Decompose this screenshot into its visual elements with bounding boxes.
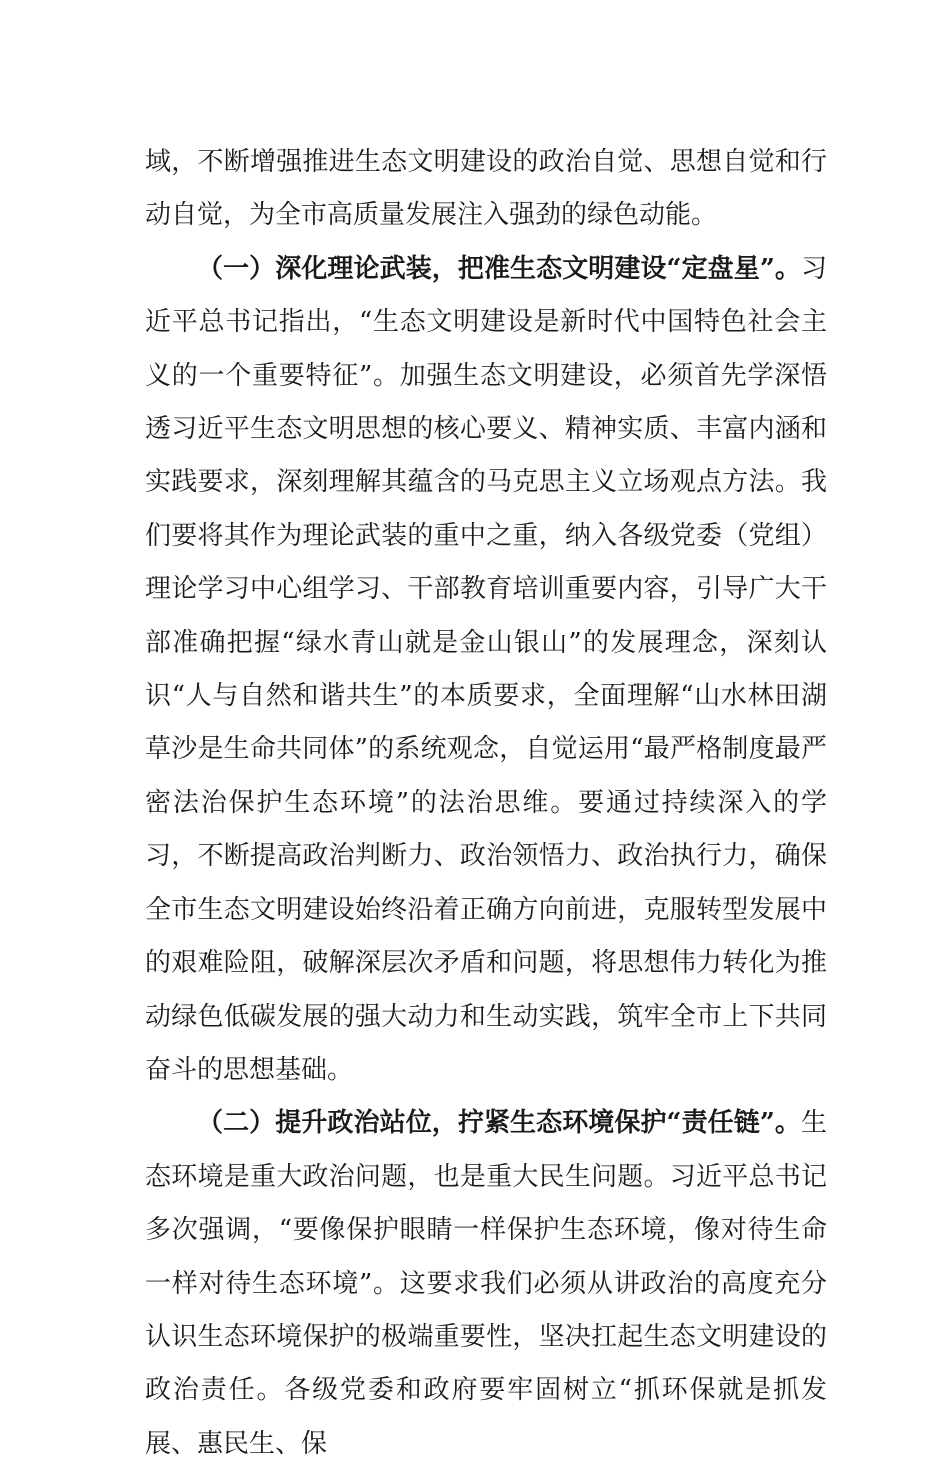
paragraph-continuation (145, 136, 827, 243)
document-page (145, 136, 827, 1471)
section-heading-1: （一）深化理论武装，把准生态文明建设“定盘星”。 (197, 253, 801, 284)
paragraph-body: 习近平总书记指出，“生态文明建设是新时代中国特色社会主义的一个重要特征”。加强生态文明建设，必须首先学深悟透习近平生态文明思想的核心要义、精神实质、丰富内涵和实践要求，深刻理解其蕴含的马克思主义立场观点方法。我们要将其作为理论武装的重中之重，纳入各级党委（党组）理论学习中心组学习、干部教育培训重要内容，引导广大干部准确把握“绿水青山就是金山银山”的发展理念，深刻认识“人与自然和谐共生”的本质要求，全面理解“山水林田湖草沙是生命共同体”的系统观念，自觉运用“最严格制度最严密法治保护生态环境”的法治思维。要通过持续深入的学习，不断提高政治判断力、政治领悟力、政治执行力，确保全市生态文明建设始终沿着正确方向前进，克服转型发展中的艰难险阻，破解深层次矛盾和问题，将思想伟力转化为推动绿色低碳发展的强大动力和生动实践，筑牢全市上下共同奋斗的思想基础。 (145, 253, 827, 1085)
paragraph-section-2 (145, 1097, 827, 1471)
paragraph-body: 生态环境是重大政治问题，也是重大民生问题。习近平总书记多次强调，“要像保护眼睛一样保护生态环境，像对待生命一样对待生态环境”。这要求我们必须从讲政治的高度充分认识生态环境保护的极端重要性，坚决扛起生态文明建设的政治责任。各级党委和政府要牢固树立“抓环保就是抓发展、惠民生、保 (145, 1108, 827, 1459)
paragraph-section-1 (145, 243, 827, 1098)
paragraph-body: 域，不断增强推进生态文明建设的政治自觉、思想自觉和行动自觉，为全市高质量发展注入强劲的绿色动能。 (145, 147, 827, 231)
section-heading-2: （二）提升政治站位，拧紧生态环境保护“责任链”。 (197, 1108, 801, 1139)
